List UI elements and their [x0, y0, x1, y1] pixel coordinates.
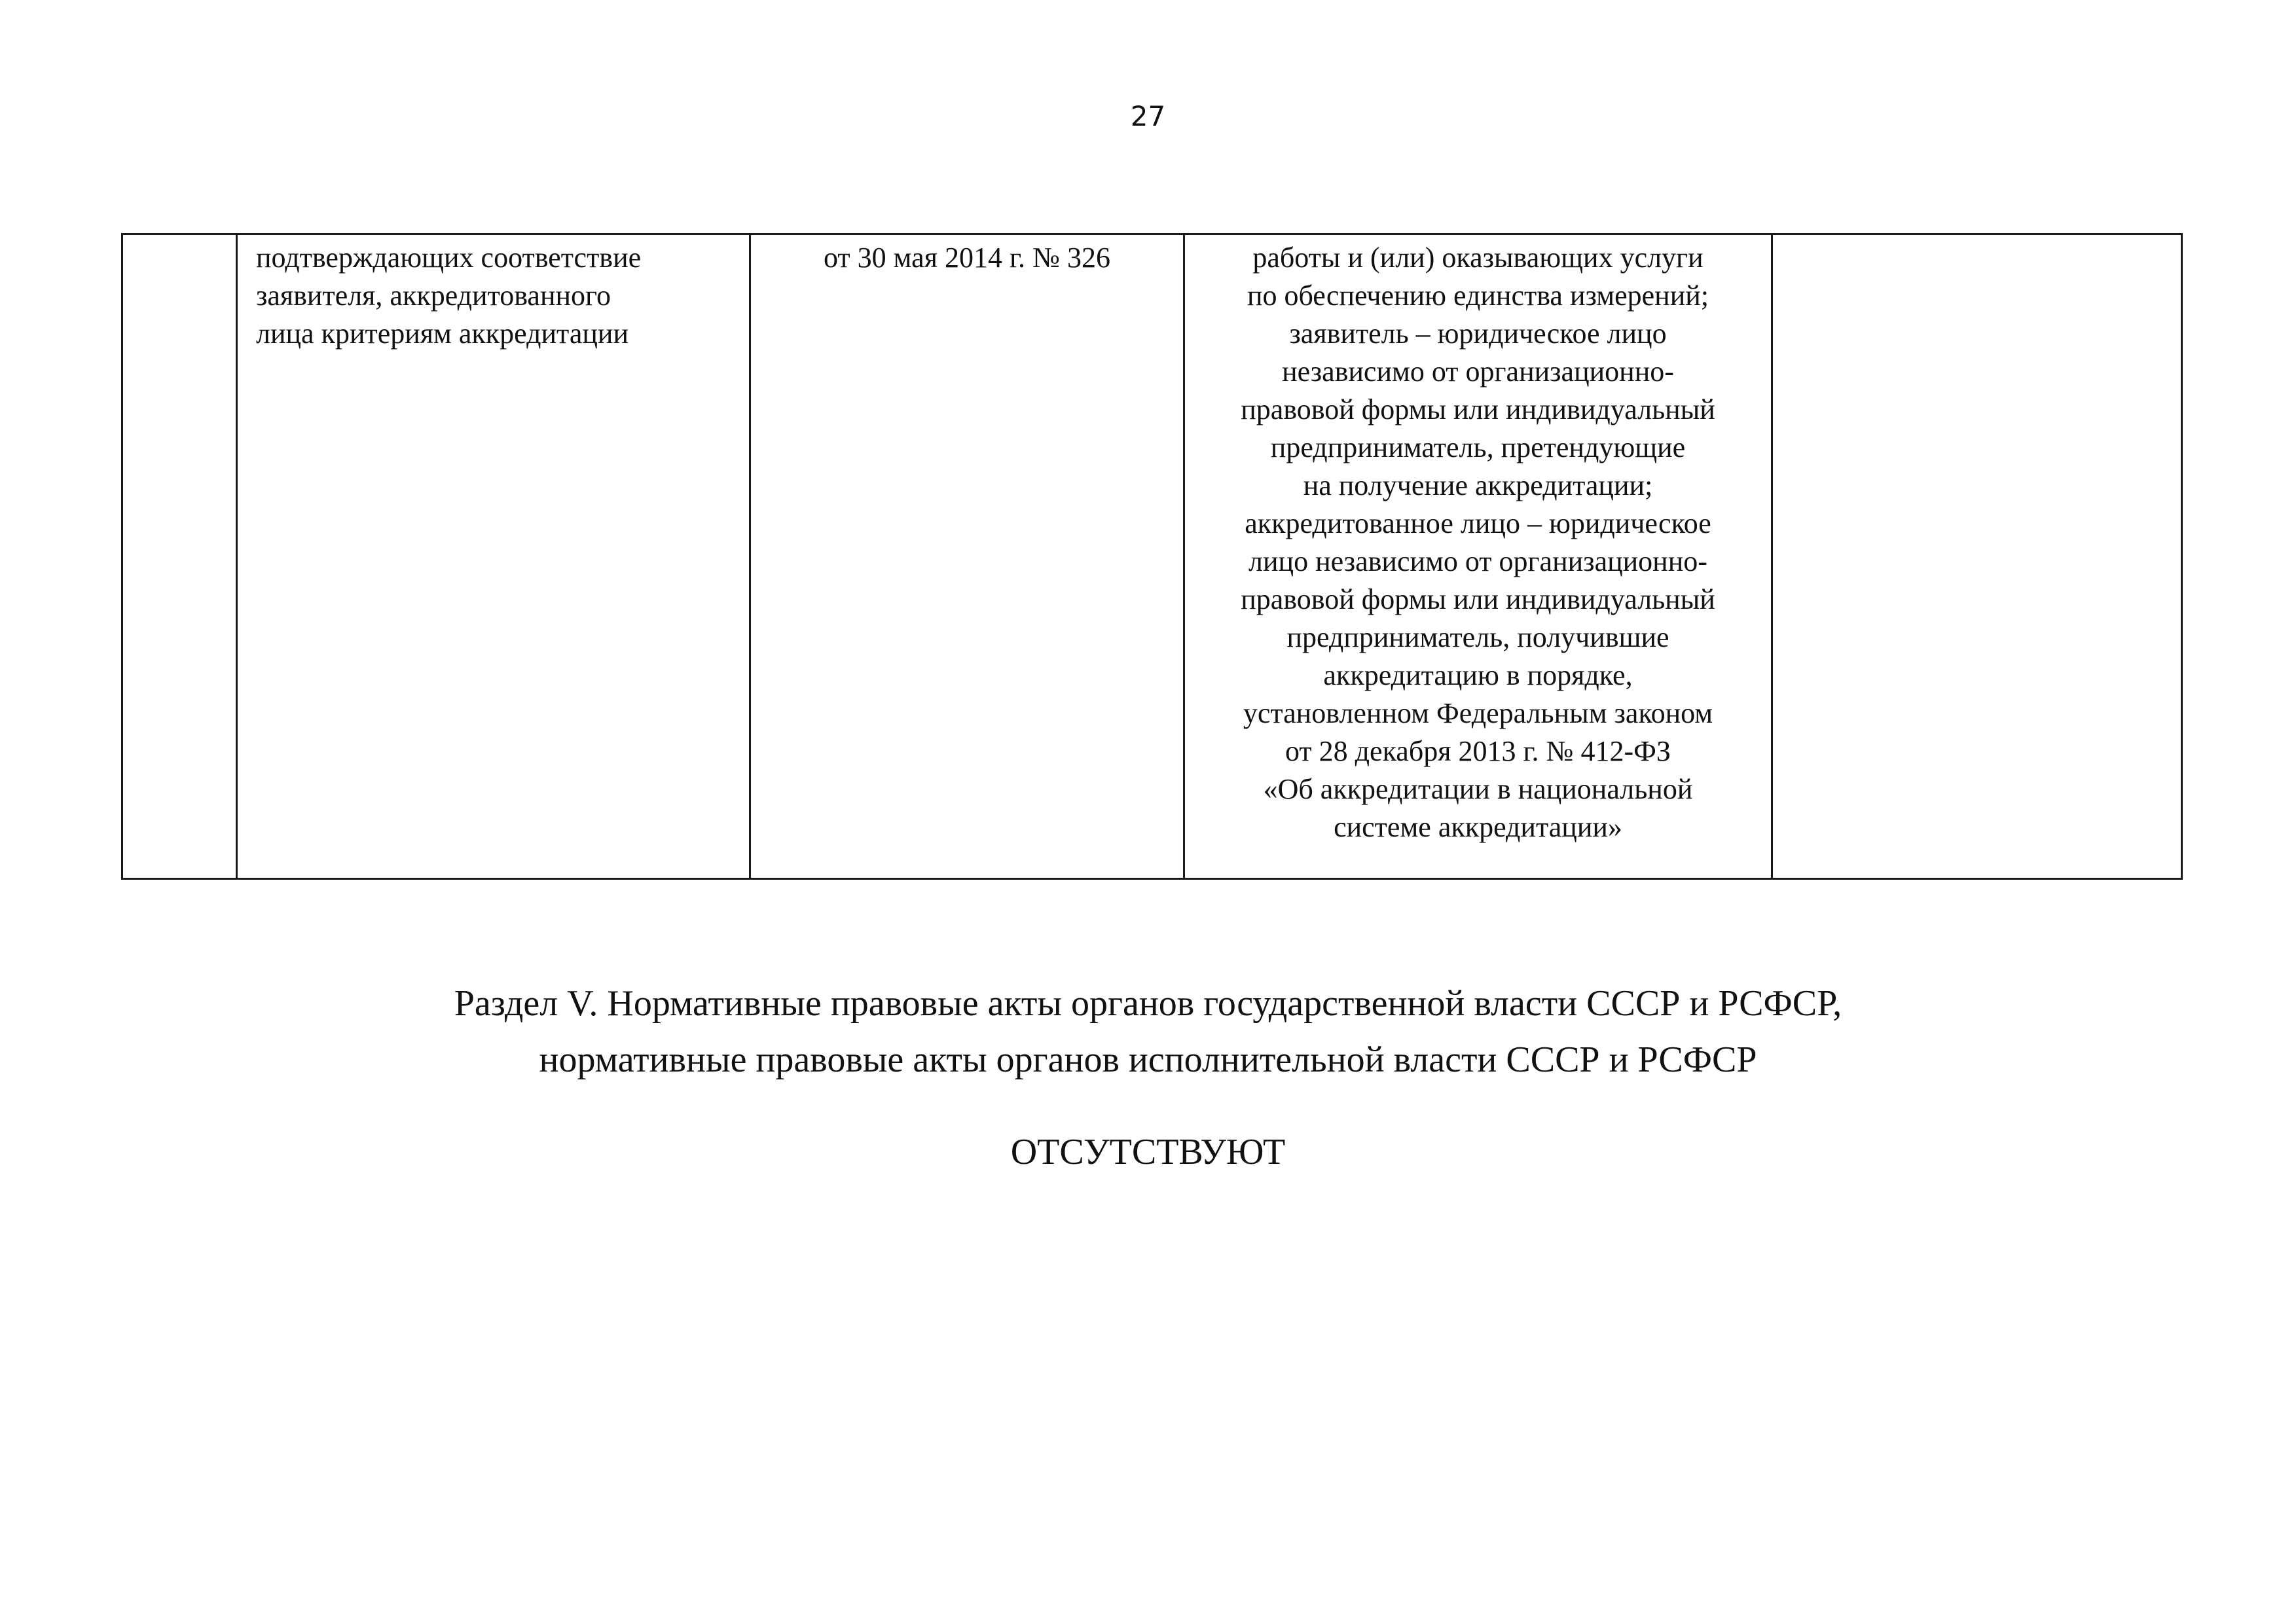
scope-line: предприниматель, претендующие [1270, 431, 1686, 463]
act-date-cell [750, 234, 1184, 879]
legal-acts-table [121, 233, 2183, 880]
act-name-cell [237, 234, 750, 879]
scope-line: «Об аккредитации в национальной [1263, 773, 1693, 805]
scope-line: лицо независимо от организационно- [1248, 545, 1707, 577]
scope-line: установленном Федеральным законом [1243, 697, 1713, 729]
scope-line: предприниматель, получившие [1286, 621, 1669, 653]
scope-line: системе аккредитации» [1334, 811, 1622, 843]
scope-line: заявитель – юридическое лицо [1289, 317, 1667, 350]
row-number-cell [122, 234, 237, 879]
scope-line: аккредитованное лицо – юридическое [1245, 507, 1711, 539]
note-cell [1772, 234, 2182, 879]
section-status: ОТСУТСТВУЮТ [1010, 1132, 1286, 1172]
section-heading-line: нормативные правовые акты органов исполнительной власти СССР и РСФСР [539, 1039, 1757, 1080]
section-heading-line: Раздел V. Нормативные правовые акты органов государственной власти СССР и РСФСР, [454, 983, 1842, 1024]
scope-line: независимо от организационно- [1282, 355, 1674, 388]
act-date-line: от 30 мая 2014 г. № 326 [823, 242, 1111, 274]
scope-cell [1184, 234, 1772, 879]
act-name-line: заявителя, аккредитованного [256, 280, 611, 312]
scope-line: правовой формы или индивидуальный [1241, 393, 1715, 425]
scope-line: аккредитацию в порядке, [1323, 659, 1633, 691]
act-name-line: подтверждающих соответствие [256, 242, 642, 274]
scope-line: работы и (или) оказывающих услуги [1252, 242, 1704, 274]
page-number: 27 [1130, 100, 1166, 132]
scope-line: по обеспечению единства измерений; [1247, 280, 1709, 312]
scope-line: правовой формы или индивидуальный [1241, 583, 1715, 615]
section-heading [0, 975, 2296, 1088]
scope-line: на получение аккредитации; [1303, 469, 1653, 501]
scope-line: от 28 декабря 2013 г. № 412-ФЗ [1285, 735, 1671, 767]
act-name-line: лица критериям аккредитации [256, 317, 629, 350]
table-row [122, 234, 2182, 879]
